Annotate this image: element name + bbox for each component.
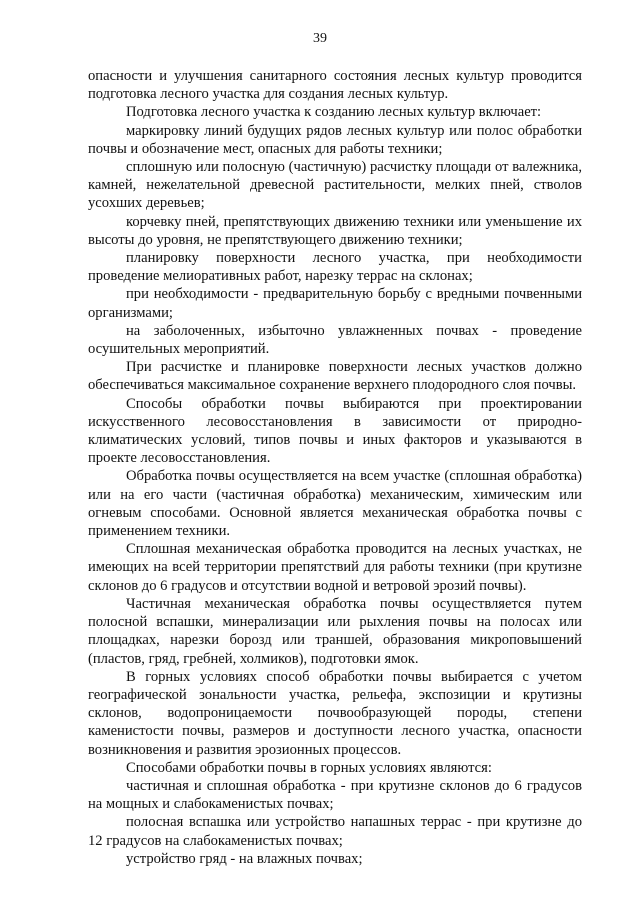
- text-body: [88, 67, 582, 868]
- page-number: 39: [313, 31, 327, 46]
- paragraph-5: корчевку пней, препятствующих движению техники или уменьшение их высоты до уровня, не препятствующего движению техники;: [88, 213, 582, 248]
- paragraph-1: опасности и улучшения санитарного состояния лесных культур проводится подготовка лесного участка для создания лесных культур.: [88, 68, 582, 103]
- paragraph-17: полосная вспашка или устройство напашных террас - при крутизне до 12 градусов на слабокаменистых почвах;: [88, 814, 582, 849]
- paragraph-6: планировку поверхности лесного участка, при необходимости проведение мелиоративных работ, нарезку террас на склонах;: [88, 250, 582, 285]
- paragraph-2: Подготовка лесного участка к созданию лесных культур включает:: [126, 104, 542, 121]
- paragraph-14: В горных условиях способ обработки почвы выбирается с учетом географической зональности участка, рельефа, экспозиции и крутизны склонов, водопроницаемости почвообразующей породы, степени каменистости почвы, размеров и доступности лесного участка, опасности возникновения и развития эрозионных процессов.: [88, 668, 582, 758]
- paragraph-12: Сплошная механическая обработка проводится на лесных участках, не имеющих на всей территории препятствий для работы техники (при крутизне склонов до 6 градусов и отсутствии водной и ветровой эрозий почвы).: [88, 541, 582, 594]
- paragraph-15: Способами обработки почвы в горных условиях являются:: [126, 759, 492, 776]
- paragraph-11: Обработка почвы осуществляется на всем участке (сплошная обработка) или на его части (частичная обработка) механическим, химическим или огневым способами. Основной является механическая обработка почвы с применением техники.: [88, 468, 582, 540]
- paragraph-7: при необходимости - предварительную борьбу с вредными почвенными организмами;: [88, 286, 582, 321]
- paragraph-9: При расчистке и планировке поверхности лесных участков должно обеспечиваться максимальное сохранение верхнего плодородного слоя почвы.: [88, 359, 582, 394]
- paragraph-13: Частичная механическая обработка почвы осуществляется путем полосной вспашки, минерализации или рыхления почвы на полосах или площадках, нарезки борозд или траншей, образования микроповышений (пластов, гряд, гребней, холмиков), подготовки ямок.: [88, 595, 582, 667]
- paragraph-4: сплошную или полосную (частичную) расчистку площади от валежника, камней, нежелательной древесной растительности, мелких пней, стволов усохших деревьев;: [88, 159, 582, 212]
- paragraph-3: маркировку линий будущих рядов лесных культур или полос обработки почвы и обозначение мест, опасных для работы техники;: [88, 122, 582, 157]
- paragraph-10: Способы обработки почвы выбираются при проектировании искусственного лесовосстановления в зависимости от природно-климатических условий, типов почвы и иных факторов и указываются в проекте лесовосстановления.: [88, 395, 582, 467]
- paragraph-8: на заболоченных, избыточно увлажненных почвах - проведение осушительных мероприятий.: [88, 322, 582, 358]
- paragraph-18: устройство гряд - на влажных почвах;: [126, 850, 363, 867]
- paragraph-16: частичная и сплошная обработка - при крутизне склонов до 6 градусов на мощных и слабокаменистых почвах;: [88, 777, 582, 813]
